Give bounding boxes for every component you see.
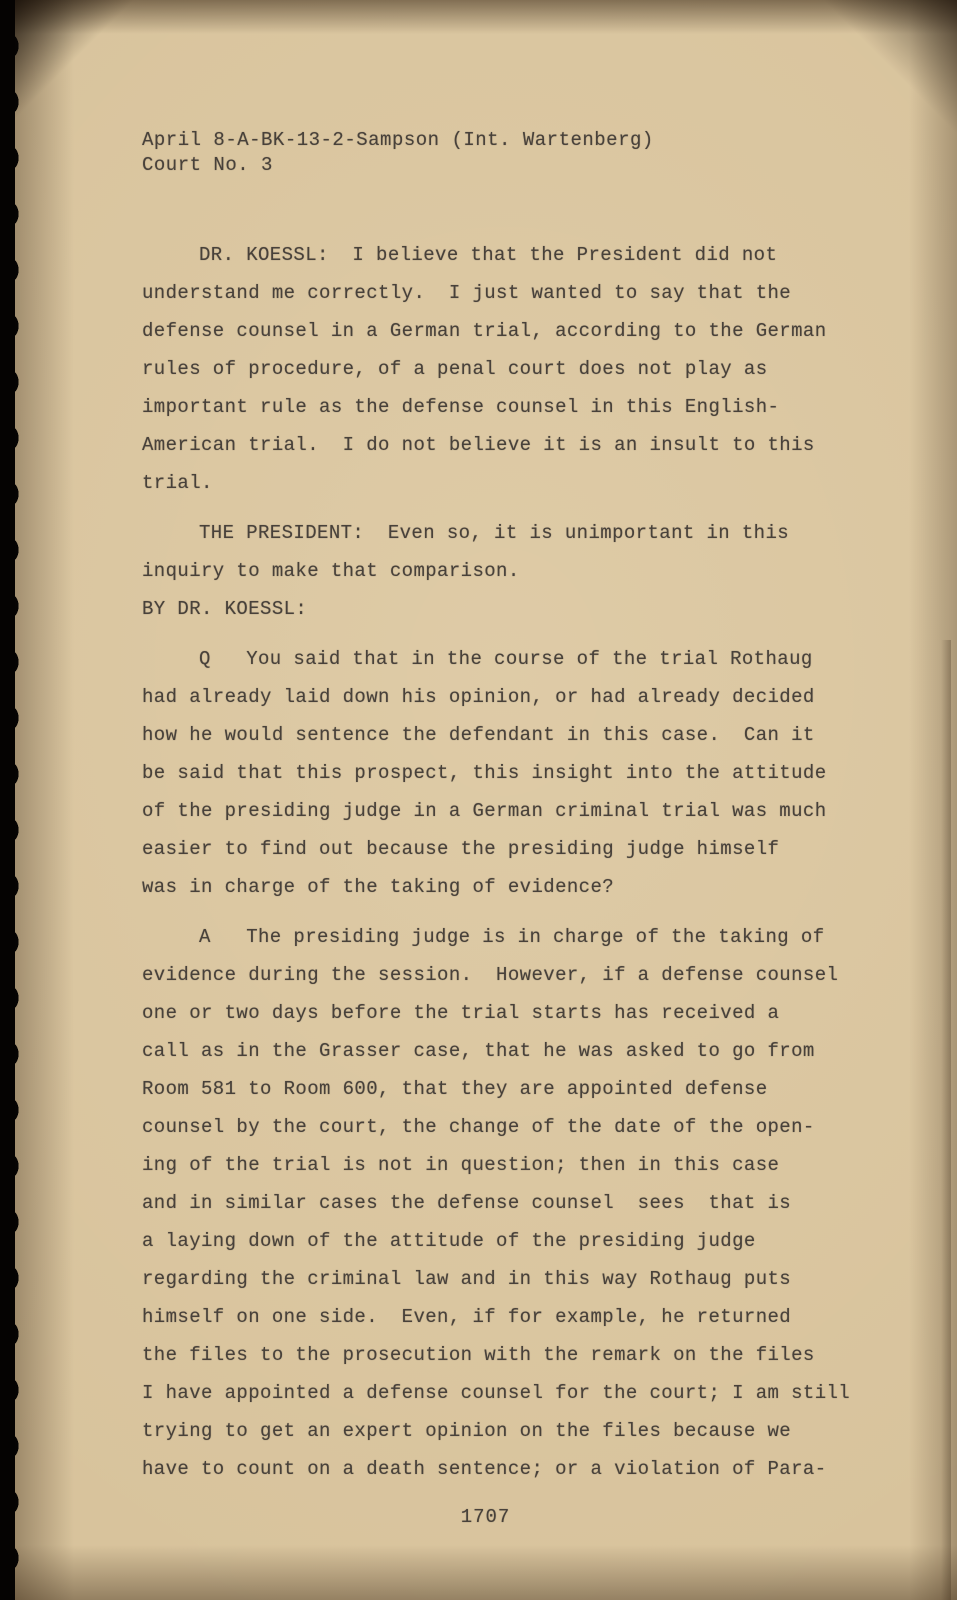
transcript-line: have to count on a death sentence; or a violation of Para- xyxy=(142,1458,827,1480)
transcript-line: American trial. I do not believe it is an insult to this xyxy=(142,434,815,456)
transcript-line: understand me correctly. I just wanted to say that the xyxy=(142,282,792,304)
transcript-line: regarding the criminal law and in this way Rothaug puts xyxy=(142,1268,792,1290)
transcript-line: Room 581 to Room 600, that they are appointed defense xyxy=(142,1078,768,1100)
paper-crease xyxy=(941,640,951,1600)
page-content xyxy=(142,0,897,1488)
transcript-line: call as in the Grasser case, that he was asked to go from xyxy=(142,1040,815,1062)
transcript-line: BY DR. KOESSL: xyxy=(142,598,308,620)
transcript-line: rules of procedure, of a penal court does not play as xyxy=(142,358,768,380)
transcript-line: evidence during the session. However, if a defense counsel xyxy=(142,964,839,986)
transcript-line: inquiry to make that comparison. xyxy=(142,560,520,582)
transcript-line: the files to the prosecution with the remark on the files xyxy=(142,1344,815,1366)
document-page xyxy=(14,0,957,1600)
transcript-line: defense counsel in a German trial, according to the German xyxy=(142,320,827,342)
header-line-1: April 8-A-BK-13-2-Sampson (Int. Wartenberg) xyxy=(142,129,654,151)
transcript-line: one or two days before the trial starts has received a xyxy=(142,1002,780,1024)
transcript-line: THE PRESIDENT: Even so, it is unimportant in this xyxy=(199,522,790,544)
transcript-line: important rule as the defense counsel in this English- xyxy=(142,396,780,418)
transcript-line: DR. KOESSL: I believe that the President did not xyxy=(199,244,778,266)
transcript-line: Q You said that in the course of the trial Rothaug xyxy=(199,648,813,670)
transcript-line: trying to get an expert opinion on the files because we xyxy=(142,1420,792,1442)
document-header xyxy=(142,128,897,178)
transcript-line: a laying down of the attitude of the presiding judge xyxy=(142,1230,756,1252)
transcript-line: was in charge of the taking of evidence? xyxy=(142,876,615,898)
transcript-lines xyxy=(142,236,897,1488)
transcript-line: of the presiding judge in a German criminal trial was much xyxy=(142,800,827,822)
header-line-2: Court No. 3 xyxy=(142,154,273,176)
transcript-line: A The presiding judge is in charge of the taking of xyxy=(199,926,825,948)
transcript-line: ing of the trial is not in question; then in this case xyxy=(142,1154,780,1176)
transcript-line: I have appointed a defense counsel for the court; I am still xyxy=(142,1382,851,1404)
transcript-line: had already laid down his opinion, or had already decided xyxy=(142,686,815,708)
binding-edge xyxy=(0,0,44,1600)
transcript-line: trial. xyxy=(142,472,213,494)
page-number: 1707 xyxy=(460,1506,511,1528)
transcript-line: be said that this prospect, this insight into the attitude xyxy=(142,762,827,784)
transcript-line: how he would sentence the defendant in this case. Can it xyxy=(142,724,815,746)
transcript-line: counsel by the court, the change of the date of the open- xyxy=(142,1116,815,1138)
transcript-line: easier to find out because the presiding judge himself xyxy=(142,838,780,860)
transcript-line: himself on one side. Even, if for example, he returned xyxy=(142,1306,792,1328)
transcript-line: and in similar cases the defense counsel sees that is xyxy=(142,1192,792,1214)
